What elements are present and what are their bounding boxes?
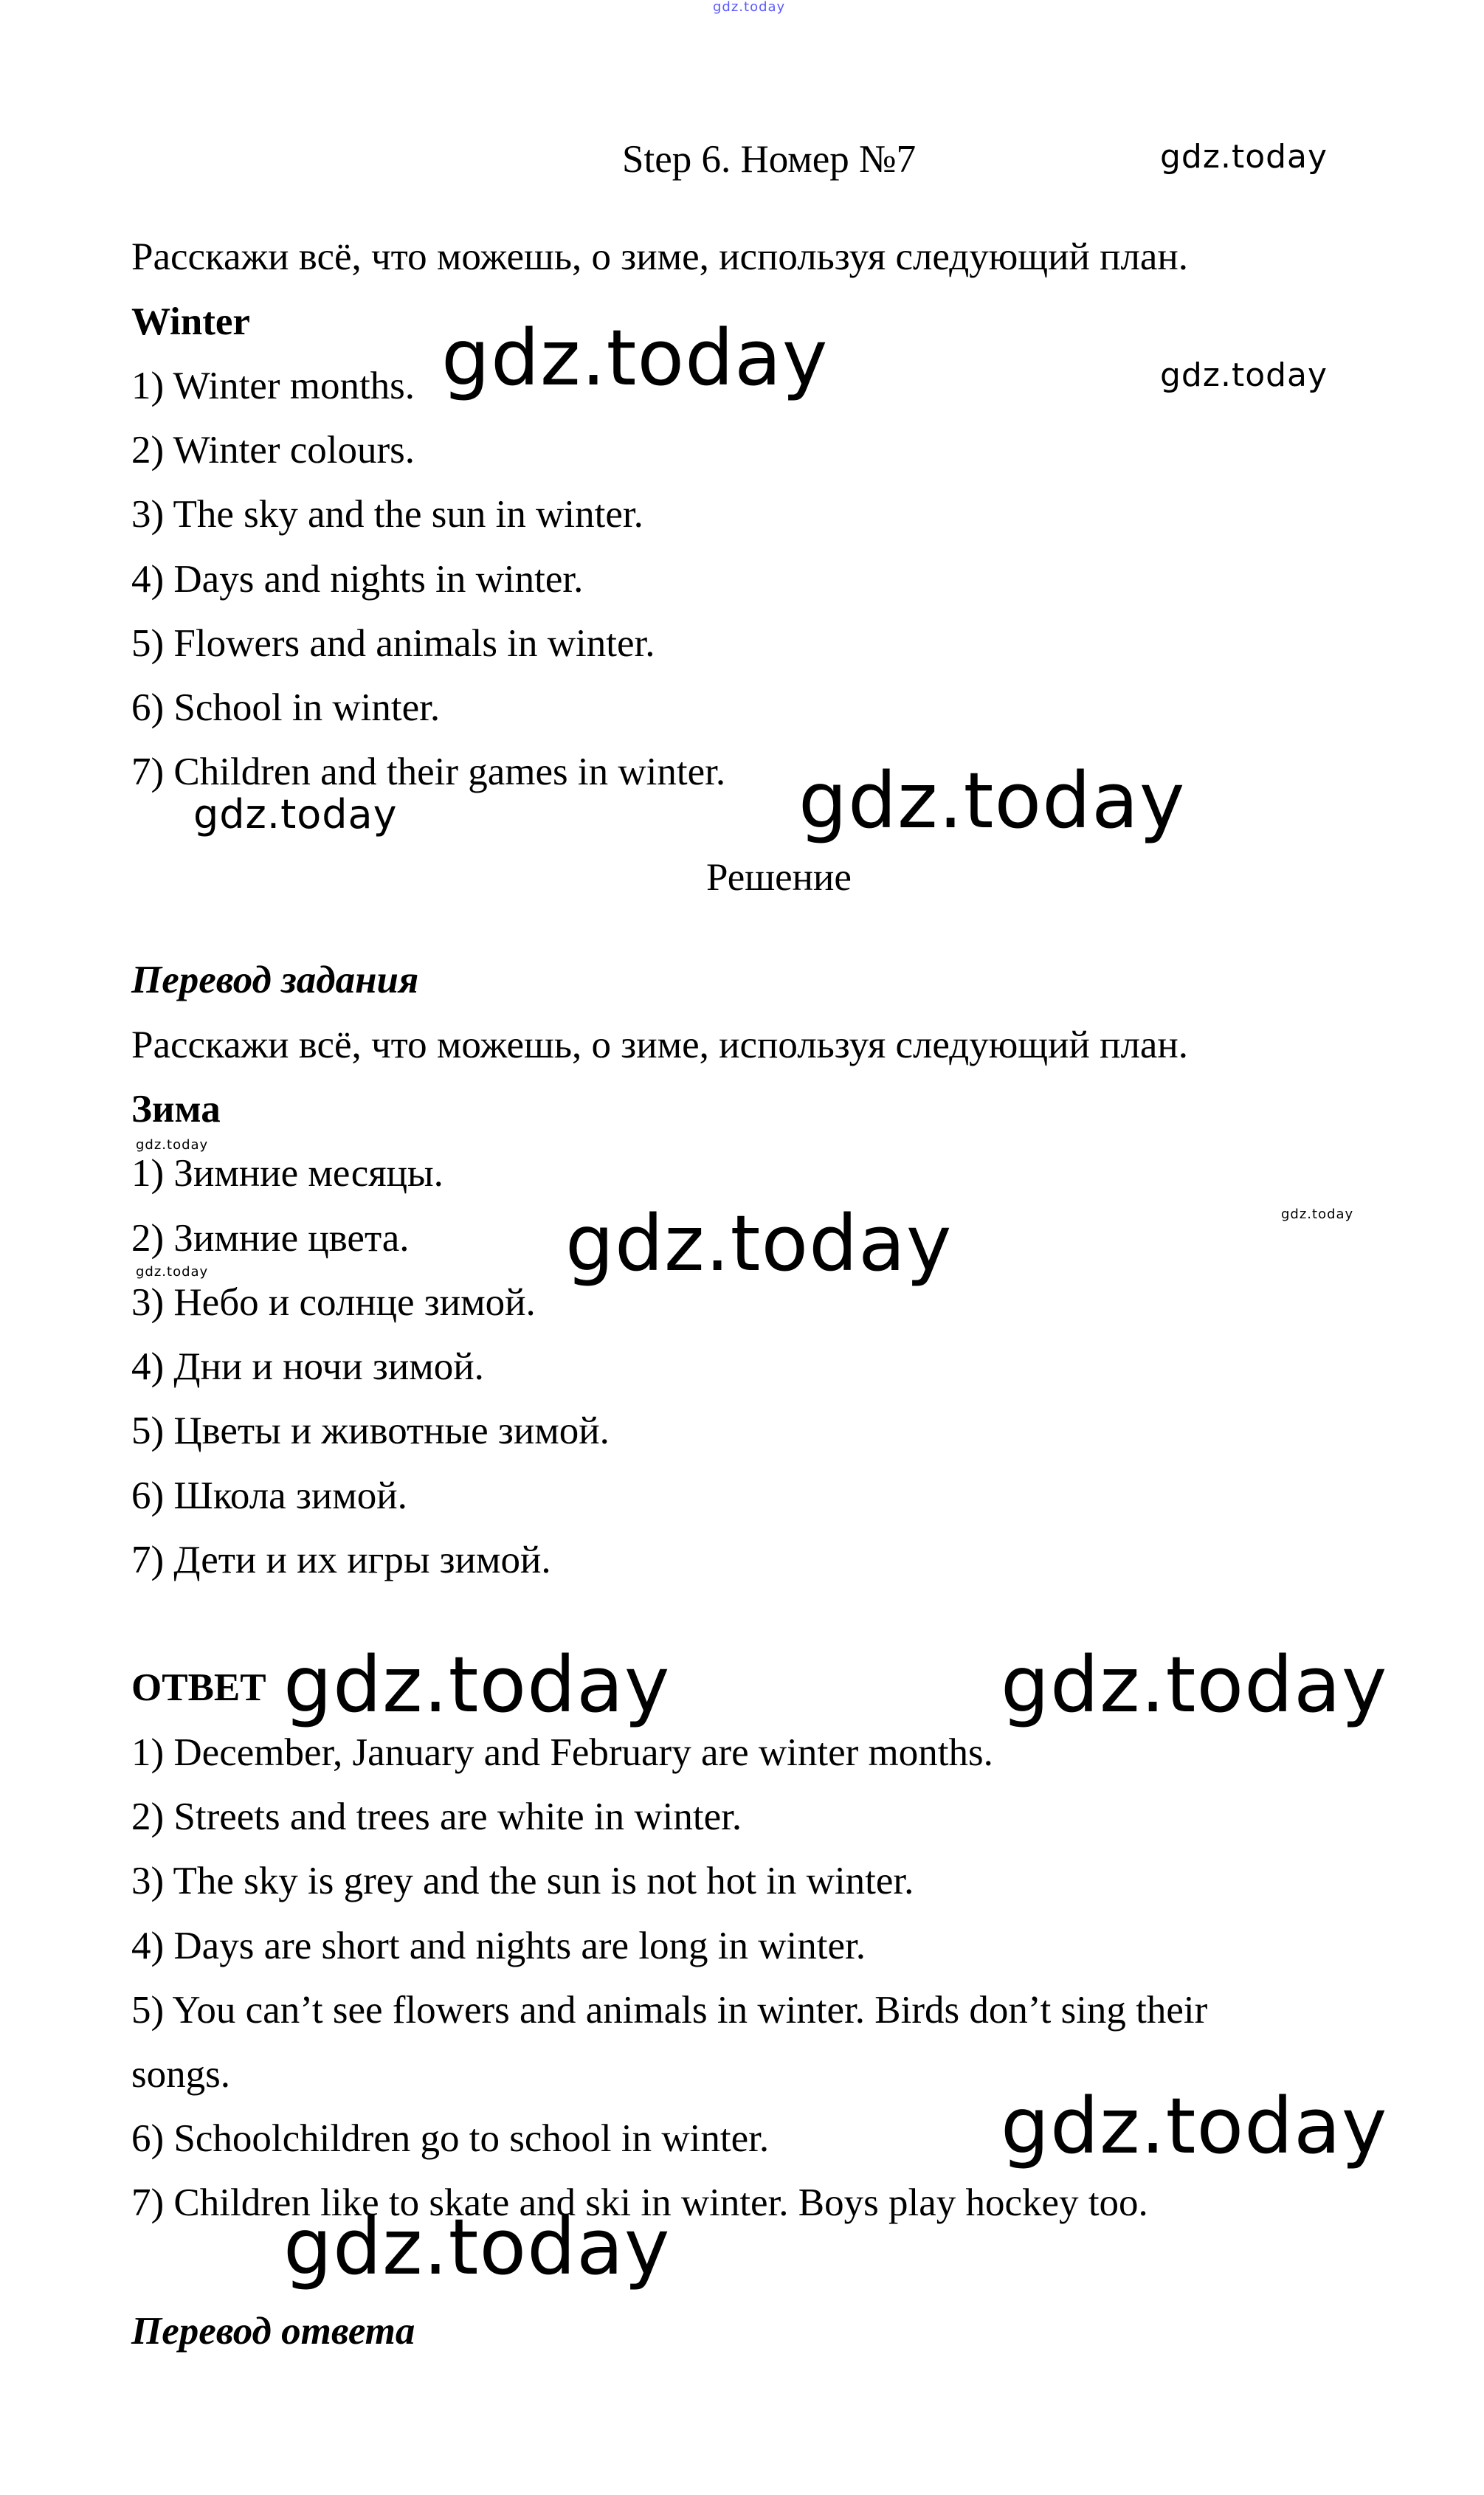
- task-item: 7) Children and their games in winter.: [131, 750, 726, 793]
- translation-item: 6) Школа зимой.: [131, 1474, 407, 1517]
- answer-item: 4) Days are short and nights are long in winter.: [131, 1925, 866, 1967]
- translation-item: 1) Зимние месяцы.: [131, 1152, 444, 1195]
- task-item: 2) Winter colours.: [131, 429, 415, 472]
- answer-item: 3) The sky is grey and the sun is not hot in winter.: [131, 1860, 914, 1902]
- translation-item: 2) Зимние цвета.: [131, 1217, 410, 1260]
- task-item: 3) The sky and the sun in winter.: [131, 493, 643, 536]
- translation-subheading: Зима: [131, 1088, 221, 1131]
- watermark-text: gdz.today: [1001, 2081, 1388, 2171]
- watermark-text: gdz.today: [441, 313, 829, 403]
- task-item: 6) School in winter.: [131, 686, 441, 729]
- translation-item: 7) Дети и их игры зимой.: [131, 1539, 551, 1581]
- watermark-text: gdz.today: [283, 1640, 671, 1730]
- watermark-text: gdz.today: [193, 791, 398, 838]
- watermark-text: gdz.today: [1160, 356, 1328, 394]
- watermark-text: gdz.today: [798, 756, 1186, 846]
- watermark-text: gdz.today: [283, 2202, 671, 2292]
- watermark-text: gdz.today: [565, 1198, 953, 1288]
- watermark-text: gdz.today: [136, 1264, 209, 1280]
- answer-translation-heading: Перевод ответа: [131, 2310, 415, 2353]
- task-heading: Winter: [131, 300, 250, 343]
- answer-item-continuation: songs.: [131, 2053, 231, 2096]
- solution-label: Решение: [706, 856, 852, 899]
- watermark-text: gdz.today: [1281, 1207, 1354, 1222]
- translation-item: 3) Небо и солнце зимой.: [131, 1281, 536, 1324]
- watermark-text: gdz.today: [136, 1137, 209, 1153]
- translation-item: 5) Цветы и животные зимой.: [131, 1409, 610, 1452]
- answer-item: 7) Children like to skate and ski in winter. Boys play hockey too.: [131, 2181, 1148, 2224]
- page-title: Step 6. Номер №7: [622, 138, 917, 181]
- watermark-text: gdz.today: [1160, 138, 1328, 176]
- task-item: 4) Days and nights in winter.: [131, 558, 584, 601]
- task-item: 1) Winter months.: [131, 365, 415, 407]
- translation-item: 4) Дни и ночи зимой.: [131, 1345, 484, 1388]
- answer-heading: ОТВЕТ: [131, 1666, 266, 1709]
- task-instruction: Расскажи всё, что можешь, о зиме, используя следующий план.: [131, 235, 1189, 278]
- answer-item: 2) Streets and trees are white in winter.: [131, 1795, 742, 1838]
- watermark-text: gdz.today: [713, 0, 786, 15]
- watermark-text: gdz.today: [1001, 1640, 1388, 1730]
- answer-item: 1) December, January and February are winter months.: [131, 1731, 993, 1774]
- task-item: 5) Flowers and animals in winter.: [131, 622, 655, 665]
- answer-item: 5) You can’t see flowers and animals in winter. Birds don’t sing their: [131, 1989, 1208, 2032]
- translation-heading: Перевод задания: [131, 959, 419, 1001]
- translation-instruction: Расскажи всё, что можешь, о зиме, используя следующий план.: [131, 1024, 1189, 1066]
- answer-item: 6) Schoolchildren go to school in winter.: [131, 2117, 770, 2160]
